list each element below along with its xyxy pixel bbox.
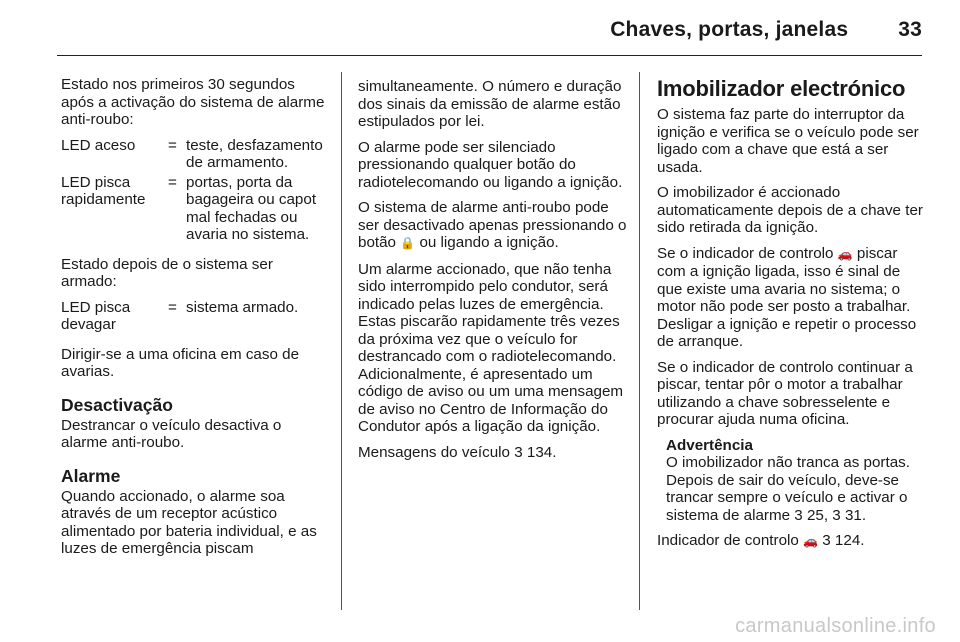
warning-title: Advertência [666, 436, 753, 454]
heading-alarme: Alarme [61, 465, 121, 486]
led-value: teste, desfazamento de armamento. [186, 136, 323, 171]
page-ref: 3 124. [822, 532, 865, 549]
control-indicator-label: Indicador de controlo [657, 532, 799, 549]
watermark: carmanualsonline.info [735, 615, 936, 637]
desactivacao-text: Destrancar o veículo desactiva o alarme anti-roubo. [61, 416, 282, 451]
col2-para-5 [358, 444, 628, 462]
workshop-text: Dirigir-se a uma oficina em caso de avarias. [61, 345, 300, 380]
table-row [61, 174, 325, 246]
col2-para-2: O alarme pode ser silenciado pressionando qualquer botão do radiotelecomando ou ligando a ignição. [358, 138, 623, 191]
column-2 [358, 78, 628, 469]
state-after-text: Estado depois de o sistema ser armado: [61, 255, 273, 290]
heading-imobilizador: Imobilizador electrónico [657, 76, 906, 101]
page-header [610, 18, 922, 42]
page-ref: 3 134. [514, 443, 557, 461]
table-row [61, 137, 325, 174]
led-eq: = [168, 173, 177, 191]
led-value: sistema armado. [186, 298, 299, 316]
col3-para-3-b: piscar com a ignição ligada, isso é sinal de que existe uma avaria no sistema; o motor não pode ser posto a trabalhar. Desligar a ignição e repetir o processo de arranque. [657, 244, 917, 350]
immobilizer-icon: 🚗 [803, 534, 819, 548]
col3-para-1: O sistema faz parte do interruptor da ignição e verifica se o veículo pode ser ligado com a chave que está a ser usada. [657, 106, 919, 176]
led-eq: = [168, 136, 177, 154]
led-key: LED pisca rapidamente [61, 173, 146, 208]
led-table-after [61, 299, 325, 336]
col3-para-5 [657, 532, 927, 551]
column-divider [341, 72, 342, 610]
vehicle-messages-label: Mensagens do veículo [358, 443, 510, 461]
header-rule [57, 55, 922, 56]
col3-para-3 [657, 245, 927, 351]
page-title: Chaves, portas, janelas [610, 18, 849, 41]
led-key: LED pisca devagar [61, 298, 131, 333]
col2-para-3 [358, 199, 628, 253]
col3-para-2: O imobilizador é accionado automaticamente depois de a chave ter sido retirada da ignição. [657, 184, 923, 236]
col2-para-4: Um alarme accionado, que não tenha sido interrompido pelo condutor, será indicado pelas luzes de emergência. Estas piscarão rapidamente três vezes da próxima vez que o veículo for destrancado com o radiotelecomando. Adicionalmente, é apresentado um código de aviso ou um uma mensagem de aviso no Centro de Informação do Condutor após a ligação da ignição. [358, 260, 624, 435]
lock-icon: 🔒 [400, 236, 416, 250]
page-number: 33 [898, 18, 922, 41]
table-row [61, 299, 325, 336]
column-divider [639, 72, 640, 610]
col2-para-3-b: ou ligando a ignição. [419, 234, 559, 251]
warning-note [666, 437, 927, 525]
col2-para-3-a: O sistema de alarme anti-roubo pode ser desactivado apenas pressionando o botão [358, 199, 627, 251]
column-3 [657, 76, 927, 559]
led-key: LED aceso [61, 136, 136, 154]
col3-para-3-a: Se o indicador de controlo [657, 244, 834, 262]
col2-para-1: simultaneamente. O número e duração dos sinais da emissão de alarme estão estipulados por lei. [358, 78, 622, 130]
led-table-first [61, 137, 325, 246]
col3-para-4: Se o indicador de controlo continuar a piscar, tentar pôr o motor a trabalhar utilizando a chave sobresselente e procurar ajuda numa oficina. [657, 358, 913, 428]
immobilizer-icon: 🚗 [837, 246, 853, 261]
alarme-text: Quando accionado, o alarme soa através de um receptor acústico alimentado por bateria individual, e as luzes de emergência piscam [61, 487, 317, 557]
column-1 [61, 76, 329, 566]
led-eq: = [168, 298, 177, 316]
led-value: portas, porta da bagageira ou capot mal fechadas ou avaria no sistema. [186, 173, 317, 243]
state-first-text: Estado nos primeiros 30 segundos após a activação do sistema de alarme anti-roubo: [61, 76, 325, 128]
heading-desactivacao: Desactivação [61, 394, 173, 415]
warning-text: O imobilizador não tranca as portas. Depois de sair do veículo, deve-se trancar sempre o veículo e activar o sistema de alarme 3 25, 3 31. [666, 454, 910, 524]
